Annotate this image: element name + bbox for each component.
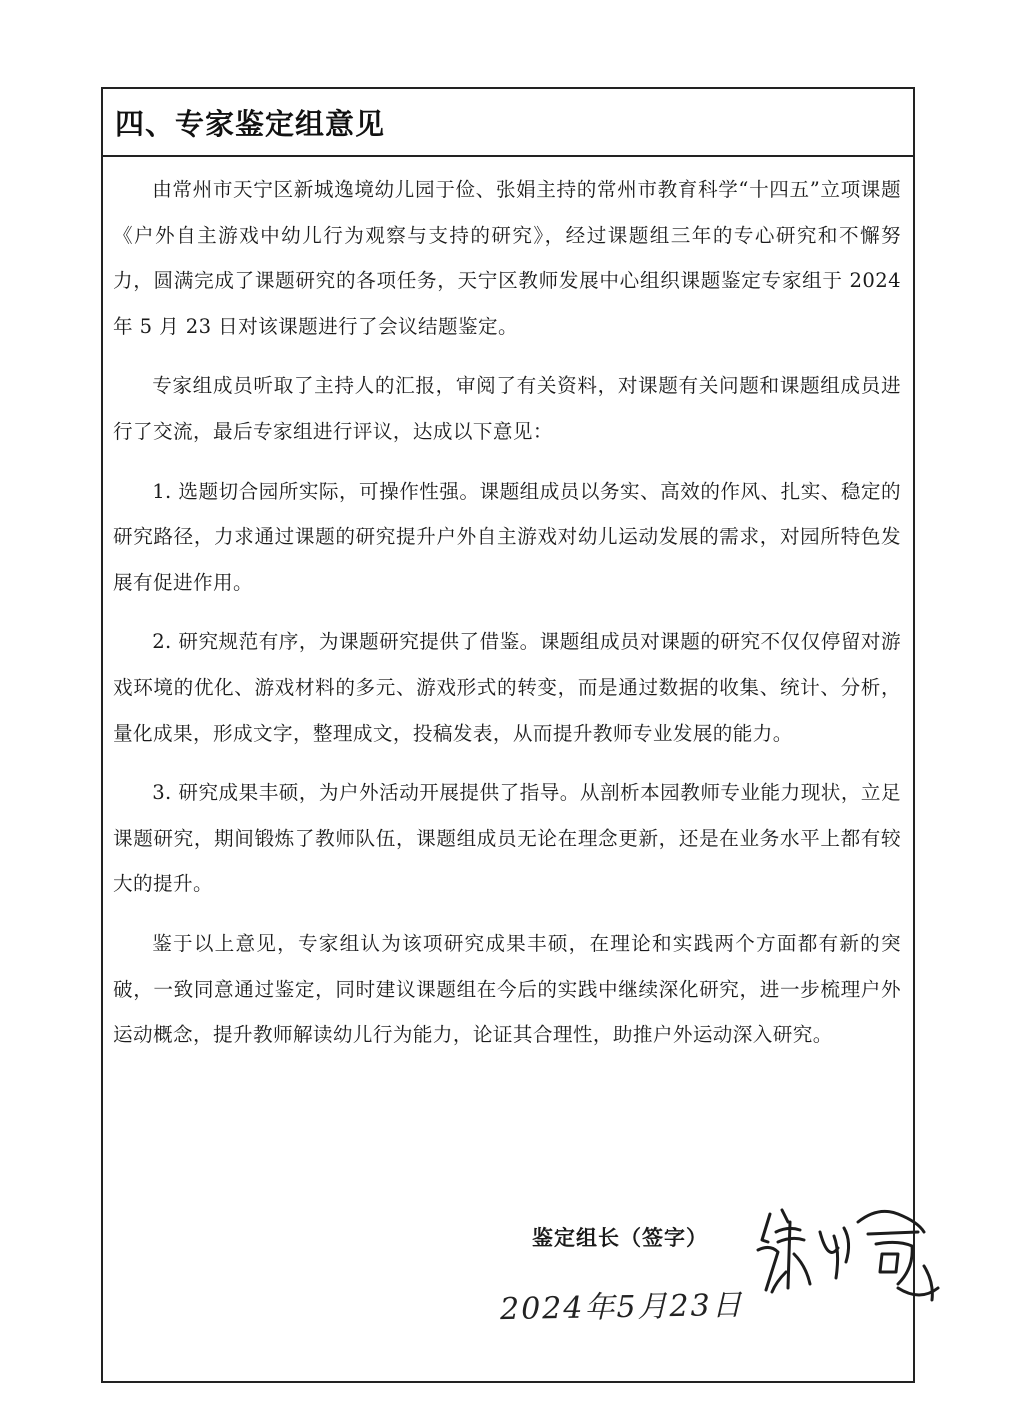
handwritten-date: 2024年5月23日 bbox=[499, 1287, 744, 1328]
opinion-body bbox=[103, 157, 913, 1058]
section-header bbox=[103, 89, 913, 157]
paragraph-opinion-1: 1. 选题切合园所实际，可操作性强。课题组成员以务实、高效的作风、扎实、稳定的研究路径，力求通过课题的研究提升户外自主游戏对幼儿运动发展的需求，对园所特色发展有促进作用。 bbox=[113, 479, 901, 594]
paragraph-review: 专家组成员听取了主持人的汇报，审阅了有关资料，对课题有关问题和课题组成员进行了交流，最后专家组进行评议，达成以下意见： bbox=[113, 374, 901, 443]
section-title: 四、专家鉴定组意见 bbox=[115, 106, 386, 141]
signature-label: 鉴定组长（签字） bbox=[532, 1226, 708, 1250]
opinion-form-box bbox=[101, 87, 915, 1383]
paragraph-conclusion: 鉴于以上意见，专家组认为该项研究成果丰硕，在理论和实践两个方面都有新的突破，一致同意通过鉴定，同时建议课题组在今后的实践中继续深化研究，进一步梳理户外运动概念，提升教师解读幼儿行为能力，论证其合理性，助推户外运动深入研究。 bbox=[113, 931, 901, 1047]
paragraph-intro: 由常州市天宁区新城逸境幼儿园于俭、张娟主持的常州市教育科学“十四五”立项课题《户外自主游戏中幼儿行为观察与支持的研究》，经过课题组三年的专心研究和不懈努力，圆满完成了课题研究的各项任务，天宁区教师发展中心组织课题鉴定专家组于 2024 年 5 月 23 日对该课题进行了会议结题鉴定。 bbox=[113, 178, 901, 338]
paragraph-opinion-3: 3. 研究成果丰硕，为户外活动开展提供了指导。从剖析本园教师专业能力现状，立足课题研究，期间锻炼了教师队伍，课题组成员无论在理念更新，还是在业务水平上都有较大的提升。 bbox=[113, 781, 901, 896]
paragraph-opinion-2: 2. 研究规范有序，为课题研究提供了借鉴。课题组成员对课题的研究不仅仅停留对游戏环境的优化、游戏材料的多元、游戏形式的转变，而是通过数据的收集、统计、分析，量化成果，形成文字，整理成文，投稿发表，从而提升教师专业发展的能力。 bbox=[113, 630, 901, 745]
